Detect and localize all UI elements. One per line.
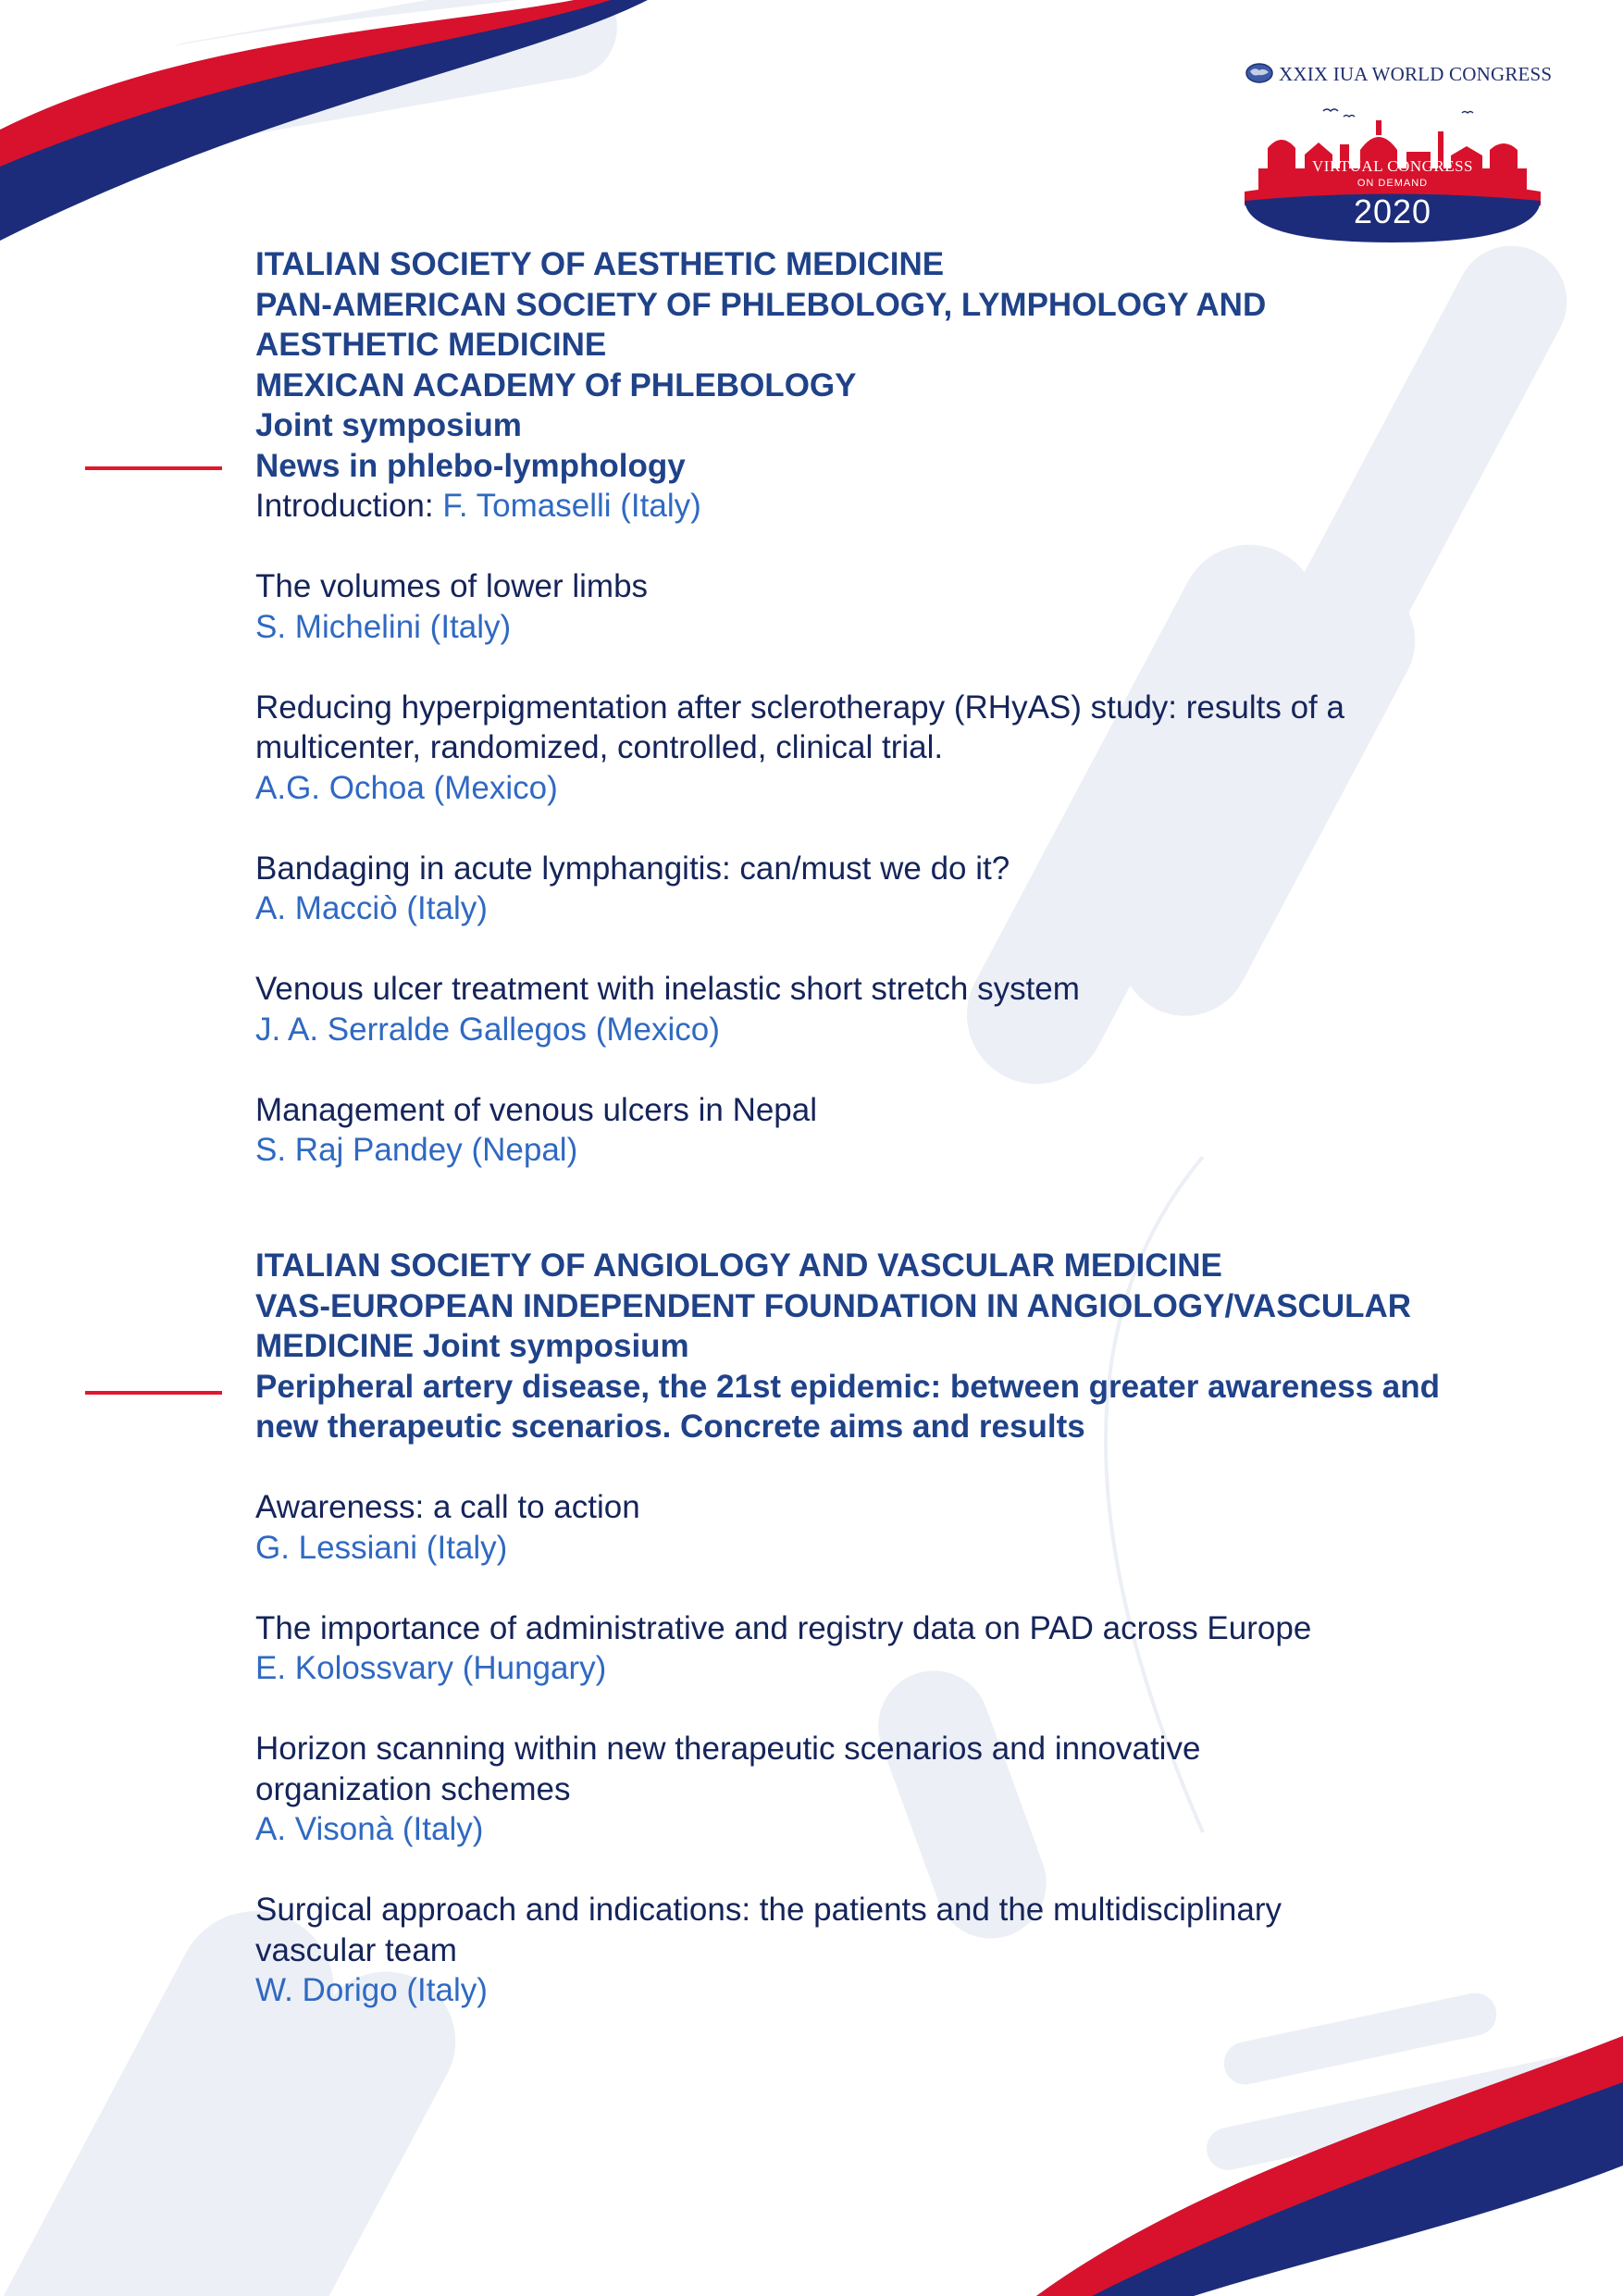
talk-title: Bandaging in acute lymphangitis: can/must we do it? [255,850,1010,887]
talk-item [255,688,1532,809]
talk-title: Venous ulcer treatment with inelastic short stretch system [255,971,1080,1007]
on-demand-label: ON DEMAND [1357,178,1429,189]
talk-item [255,969,1532,1049]
talk-title: multicenter, randomized, controlled, clinical trial. [255,729,944,765]
talk-title: The importance of administrative and registry data on PAD across Europe [255,1609,1312,1646]
introduction-speaker: F. Tomaselli (Italy) [442,488,701,524]
talk-item [255,1608,1532,1689]
symposium-1-heading-line: PAN-AMERICAN SOCIETY OF PHLEBOLOGY, LYMPHOLOGY AND [255,286,1267,323]
symposium-2-heading-line: VAS-EUROPEAN INDEPENDENT FOUNDATION IN ANGIOLOGY/VASCULAR [255,1287,1412,1324]
talk-title: organization schemes [255,1770,571,1807]
congress-year: 2020 [1353,192,1432,230]
symposium-1-introduction [255,486,1532,527]
talk-speaker: S. Michelini (Italy) [255,608,512,645]
section-marker-2 [85,1391,222,1395]
talk-speaker: W. Dorigo (Italy) [255,1972,488,2008]
section-marker-1 [85,466,222,470]
symposium-2-heading-line: MEDICINE Joint symposium [255,1328,689,1364]
talk-title: Management of venous ulcers in Nepal [255,1091,818,1128]
talk-item [255,849,1532,929]
talk-speaker: G. Lessiani (Italy) [255,1529,508,1566]
talk-item [255,566,1532,647]
talk-item [255,1090,1532,1171]
talk-item [255,1729,1532,1850]
talk-speaker: E. Kolossvary (Hungary) [255,1650,607,1686]
talk-title: The volumes of lower limbs [255,568,649,604]
talk-speaker: A. Visonà (Italy) [255,1811,484,1847]
talk-speaker: S. Raj Pandey (Nepal) [255,1132,578,1168]
talk-title: vascular team [255,1931,457,1968]
talk-title: Reducing hyperpigmentation after sclerotherapy (RHyAS) study: results of a [255,689,1344,726]
symposium-2 [255,1246,1532,2011]
introduction-label: Introduction: [255,488,443,524]
talk-title: Surgical approach and indications: the patients and the multidisciplinary [255,1892,1282,1928]
talk-speaker: A. Macciò (Italy) [255,890,488,926]
globe-icon [1245,63,1273,83]
talk-item [255,1890,1532,2011]
talk-item [255,1487,1532,1568]
symposium-1-heading-line: ITALIAN SOCIETY OF AESTHETIC MEDICINE [255,246,945,282]
symposium-1 [255,244,1532,1171]
virtual-congress-label: VIRTUAL CONGRESS [1312,157,1473,175]
symposium-1-heading-line: AESTHETIC MEDICINE [255,327,607,363]
symposium-1-heading-line: MEXICAN ACADEMY Of PHLEBOLOGY [255,366,857,403]
congress-logo [1231,48,1573,242]
symposium-2-title: Peripheral artery disease, the 21st epidemic: between greater awareness and [255,1368,1441,1405]
symposium-1-type: Joint symposium [255,407,522,443]
symposium-1-title: News in phlebo-lymphology [255,447,686,484]
symposium-2-heading-line: ITALIAN SOCIETY OF ANGIOLOGY AND VASCULAR MEDICINE [255,1247,1222,1284]
talk-speaker: J. A. Serralde Gallegos (Mexico) [255,1011,720,1048]
congress-title: XXIX IUA WORLD CONGRESS [1279,63,1553,85]
talk-title: Horizon scanning within new therapeutic scenarios and innovative [255,1731,1201,1767]
talk-speaker: A.G. Ochoa (Mexico) [255,769,558,806]
symposium-2-title: new therapeutic scenarios. Concrete aims and results [255,1409,1085,1445]
talk-title: Awareness: a call to action [255,1489,640,1525]
